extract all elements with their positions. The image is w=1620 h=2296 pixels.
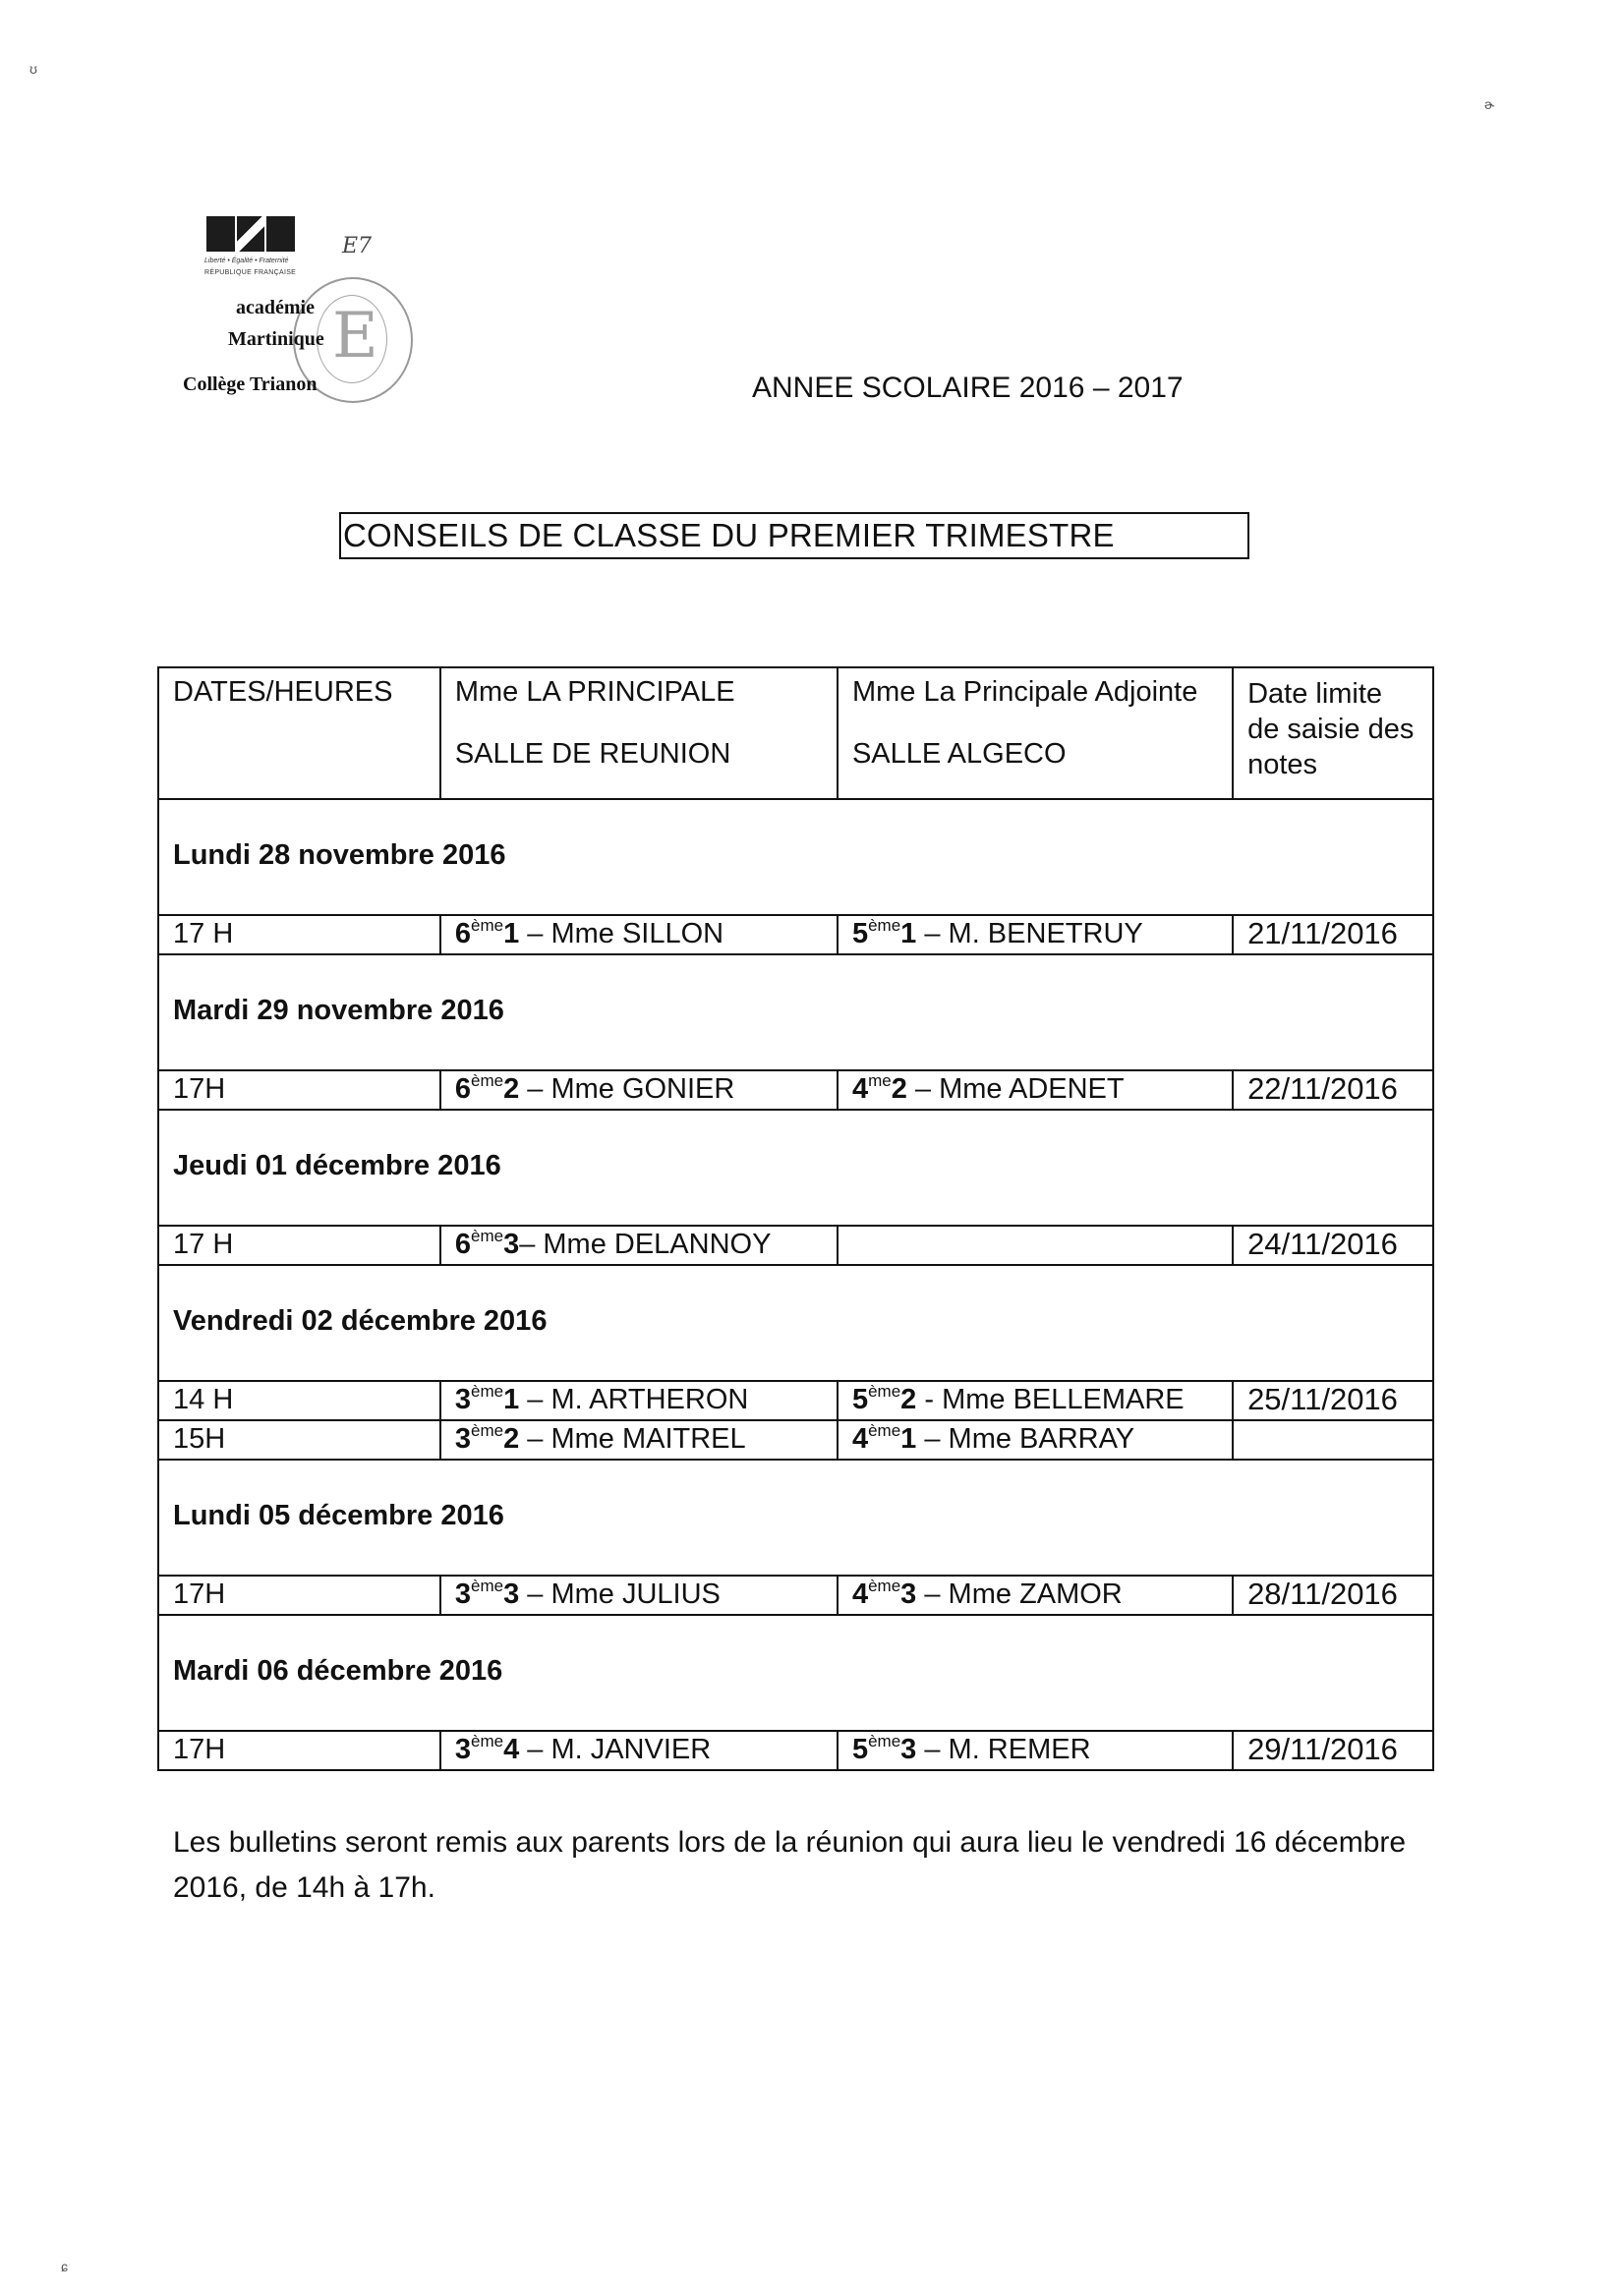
day-label: Mardi 06 décembre 2016: [158, 1615, 1433, 1731]
class-level: 4: [851, 1073, 869, 1105]
teacher-name: – Mme DELANNOY: [519, 1229, 772, 1260]
slot-time: 17H: [173, 1734, 226, 1765]
slot-row: [158, 1731, 1433, 1770]
class-number: 2: [900, 1384, 917, 1415]
deputy-class-cell: [838, 1226, 1233, 1265]
table-header-row: [158, 667, 1433, 799]
teacher-name: - Mme BELLEMARE: [916, 1384, 1185, 1415]
teacher-name: – Mme JULIUS: [519, 1578, 721, 1610]
marianne-logo-icon: [206, 216, 295, 252]
slot-time: 15H: [173, 1423, 226, 1455]
class-level: 5: [851, 1384, 869, 1415]
deadline-date: 21/11/2016: [1247, 916, 1398, 950]
region-label: Martinique: [228, 328, 324, 350]
deputy-class-cell: [838, 1576, 1233, 1615]
slot-row: [158, 1070, 1433, 1110]
deputy-class-cell: [838, 1420, 1233, 1460]
day-label: Lundi 28 novembre 2016: [158, 799, 1433, 915]
deadline-date: 29/11/2016: [1247, 1732, 1398, 1766]
day-label: Jeudi 01 décembre 2016: [158, 1110, 1433, 1226]
class-level-suffix: me: [868, 1071, 892, 1090]
scan-speck: ʊ: [29, 61, 37, 77]
class-level-suffix: ème: [470, 1382, 504, 1401]
time-cell: [158, 915, 440, 954]
class-number: 1: [900, 918, 917, 949]
class-number: 1: [503, 1384, 520, 1415]
letterhead-logo: [177, 208, 423, 405]
teacher-name: – M. ARTHERON: [519, 1384, 749, 1415]
deadline-cell: [1233, 1381, 1433, 1420]
day-row: [158, 1615, 1433, 1731]
class-level-suffix: ème: [470, 1732, 504, 1751]
deadline-cell: [1233, 1226, 1433, 1265]
deadline-cell: [1233, 1576, 1433, 1615]
class-number: 3: [503, 1229, 520, 1260]
time-cell: [158, 1420, 440, 1460]
class-level-suffix: ème: [470, 1071, 504, 1090]
deadline-date: 22/11/2016: [1247, 1071, 1398, 1106]
class-level-suffix: ème: [868, 1732, 901, 1751]
day-label: Lundi 05 décembre 2016: [158, 1460, 1433, 1576]
class-number: 4: [503, 1734, 520, 1765]
teacher-name: – Mme SILLON: [519, 918, 724, 949]
slot-time: 17 H: [173, 918, 234, 949]
class-level: 3: [454, 1384, 471, 1415]
class-level: 6: [454, 1073, 471, 1105]
deputy-class-cell: [838, 1731, 1233, 1770]
college-name: Collège Trianon: [183, 373, 318, 395]
class-level-suffix: ème: [470, 916, 504, 935]
republic-motto: Liberté • Égalité • Fraternité: [204, 258, 289, 264]
slot-row: [158, 1226, 1433, 1265]
class-level: 6: [454, 1229, 471, 1260]
header-principal: [440, 667, 838, 799]
teacher-name: – M. JANVIER: [519, 1734, 712, 1765]
slot-time: 17H: [173, 1073, 226, 1105]
day-row: [158, 799, 1433, 915]
school-stamp-icon: E: [293, 277, 413, 403]
class-number: 1: [900, 1423, 917, 1455]
teacher-name: – Mme ZAMOR: [916, 1578, 1123, 1610]
header-deputy: [838, 667, 1233, 799]
principal-class-cell: [440, 1420, 838, 1460]
class-number: 2: [503, 1073, 520, 1105]
deadline-date: 25/11/2016: [1247, 1382, 1398, 1416]
time-cell: [158, 1381, 440, 1420]
header-principal-name: Mme LA PRINCIPALE: [454, 676, 735, 708]
class-level: 3: [454, 1734, 471, 1765]
class-level: 4: [851, 1423, 869, 1455]
deputy-class-cell: [838, 1070, 1233, 1110]
academie-label: académie: [236, 297, 315, 318]
slot-row: [158, 1576, 1433, 1615]
principal-class-cell: [440, 915, 838, 954]
teacher-name: – Mme ADENET: [906, 1073, 1125, 1105]
teacher-name: – Mme BARRAY: [916, 1423, 1135, 1455]
class-level-suffix: ème: [470, 1227, 504, 1245]
handwritten-mark: E7: [342, 234, 373, 258]
deadline-cell: [1233, 1731, 1433, 1770]
footnote-text: Les bulletins seront remis aux parents lors de la réunion qui aura lieu le vendredi 16 décembre 2016, de 14h à 17h.: [173, 1826, 1407, 1904]
deadline-cell: [1233, 915, 1433, 954]
class-level: 6: [454, 918, 471, 949]
class-level: 3: [454, 1423, 471, 1455]
deputy-class-cell: [838, 915, 1233, 954]
principal-class-cell: [440, 1381, 838, 1420]
deadline-date: 24/11/2016: [1247, 1227, 1398, 1261]
teacher-name: – Mme MAITREL: [519, 1423, 746, 1455]
header-deputy-name: Mme La Principale Adjointe: [851, 676, 1198, 708]
teacher-name: – M. REMER: [916, 1734, 1091, 1765]
day-row: [158, 1265, 1433, 1381]
class-number: 3: [503, 1578, 520, 1610]
deadline-date: 28/11/2016: [1247, 1577, 1398, 1611]
class-level-suffix: ème: [868, 1382, 901, 1401]
class-number: 2: [891, 1073, 907, 1105]
header-dates: DATES/HEURES: [158, 667, 440, 799]
header-deputy-room: SALLE ALGECO: [851, 738, 1067, 770]
class-level: 5: [851, 1734, 869, 1765]
deputy-class-cell: [838, 1381, 1233, 1420]
slot-row: [158, 1420, 1433, 1460]
class-level-suffix: ème: [470, 1421, 504, 1440]
class-level: 3: [454, 1578, 471, 1610]
time-cell: [158, 1070, 440, 1110]
principal-class-cell: [440, 1576, 838, 1615]
slot-row: [158, 1381, 1433, 1420]
teacher-name: – Mme GONIER: [519, 1073, 735, 1105]
republic-name: RÉPUBLIQUE FRANÇAISE: [204, 269, 297, 276]
principal-class-cell: [440, 1226, 838, 1265]
principal-class-cell: [440, 1070, 838, 1110]
schedule-table: [157, 666, 1434, 1771]
principal-class-cell: [440, 1731, 838, 1770]
time-cell: [158, 1731, 440, 1770]
slot-time: 14 H: [173, 1384, 234, 1415]
class-level: 5: [851, 918, 869, 949]
slot-row: [158, 915, 1433, 954]
school-year: ANNEE SCOLAIRE 2016 – 2017: [752, 372, 1184, 404]
class-number: 3: [900, 1578, 917, 1610]
day-row: [158, 1460, 1433, 1576]
deadline-cell: [1233, 1420, 1433, 1460]
header-principal-room: SALLE DE REUNION: [454, 738, 731, 770]
time-cell: [158, 1576, 440, 1615]
slot-time: 17 H: [173, 1229, 234, 1260]
day-label: Mardi 29 novembre 2016: [158, 954, 1433, 1070]
class-level-suffix: ème: [868, 1577, 901, 1595]
class-number: 3: [900, 1734, 917, 1765]
slot-time: 17H: [173, 1578, 226, 1610]
class-level-suffix: ème: [868, 916, 901, 935]
teacher-name: – M. BENETRUY: [916, 918, 1143, 949]
day-label: Vendredi 02 décembre 2016: [158, 1265, 1433, 1381]
scan-speck: ɕ: [61, 2259, 68, 2274]
class-number: 2: [503, 1423, 520, 1455]
header-deadline: Date limite de saisie des notes: [1233, 667, 1433, 799]
class-level-suffix: ème: [470, 1577, 504, 1595]
time-cell: [158, 1226, 440, 1265]
scan-speck: ɚ: [1484, 96, 1495, 112]
class-number: 1: [503, 918, 520, 949]
day-row: [158, 1110, 1433, 1226]
deadline-cell: [1233, 1070, 1433, 1110]
class-level-suffix: ème: [868, 1421, 901, 1440]
document-title: CONSEILS DE CLASSE DU PREMIER TRIMESTRE: [339, 512, 1249, 559]
day-row: [158, 954, 1433, 1070]
class-level: 4: [851, 1578, 869, 1610]
